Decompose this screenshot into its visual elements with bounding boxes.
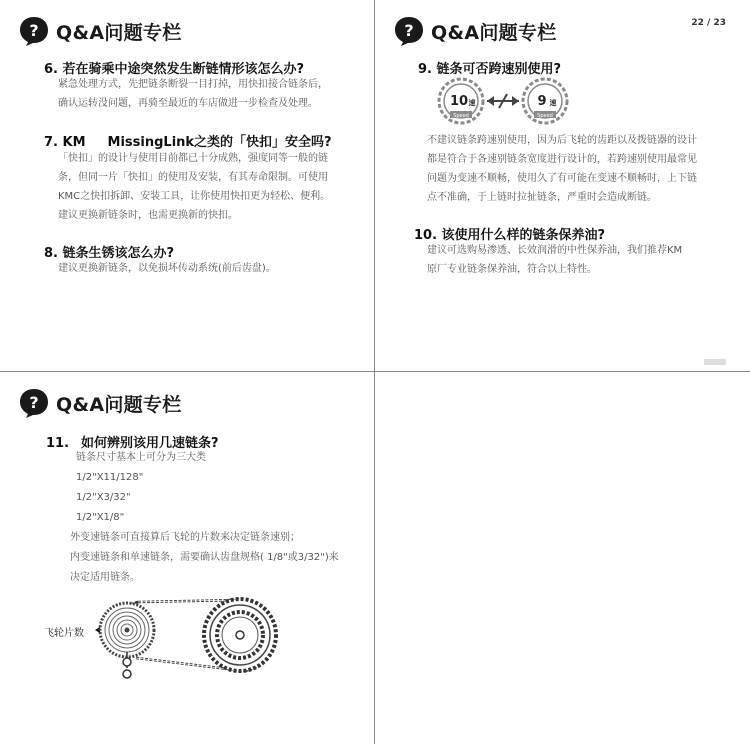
- answer-line: 建议更换新链条时，也需更换新的快扣。: [58, 210, 238, 221]
- question-bubble-icon: [393, 15, 425, 47]
- answer-10: [427, 241, 682, 279]
- sprocket-count-label: 飞轮片数: [44, 628, 84, 639]
- answer-line: 1/2"X11/128": [76, 472, 144, 483]
- section-header: [18, 386, 182, 420]
- gear-badge-10-speed: [439, 79, 483, 123]
- question-9-title: 9. 链条可否跨速别使用?: [418, 62, 562, 77]
- question-7-prefix: 7. KM: [44, 135, 86, 150]
- answer-line: 建议更换新链条，以免损坏传动系统(前后齿盘)。: [58, 263, 276, 274]
- answer-line: 内变速链条和单速链条，需要确认齿盘规格( 1/8"或3/32")来: [70, 552, 339, 563]
- badge-right-number: 9: [537, 94, 547, 109]
- answer-line: 点不准确，于上链时拉扯链条，严重时会造成断链。: [427, 192, 657, 203]
- answer-line: 确认运转没问题，再骑至最近的车店做进一步检查及处理。: [58, 98, 318, 109]
- answer-line: 1/2"X3/32": [76, 492, 131, 503]
- question-bubble-icon: [18, 387, 50, 419]
- gear-badge-9-speed: [523, 79, 567, 123]
- page-panel-3: [0, 372, 375, 744]
- question-11-text: 如何辨别该用几速链条?: [81, 436, 219, 451]
- svg-text:?: ?: [29, 21, 39, 40]
- page-number: 22 / 23: [691, 18, 726, 28]
- question-8-title: 8. 链条生锈该怎么办?: [44, 246, 175, 261]
- question-11-number: 11.: [46, 436, 70, 451]
- answer-line: 条，但同一片「快扣」的使用及安装，有其寿命限制。可使用: [58, 172, 328, 183]
- badge-left-unit: 速: [468, 99, 476, 107]
- answer-9: [427, 131, 697, 207]
- answer-11-sizes: [76, 448, 206, 528]
- answer-line: 问题为变速不顺畅，使用久了有可能在变速不顺畅时，上下链: [427, 173, 697, 184]
- question-10-title: 10. 该使用什么样的链条保养油?: [414, 228, 606, 243]
- blank-panel: [375, 372, 750, 744]
- answer-line: 都是符合于各速别链条宽度进行设计的，若跨速别使用最常见: [427, 154, 697, 165]
- question-6-title: 6. 若在骑乘中途突然发生断链情形该怎么办?: [44, 62, 305, 77]
- page-panel-2: [375, 0, 750, 372]
- header-title: Q&A问题专栏: [56, 21, 182, 44]
- svg-text:?: ?: [404, 21, 414, 40]
- corner-decoration: [704, 359, 726, 365]
- question-bubble-icon: [18, 15, 50, 47]
- question-7-rest: MissingLink之类的「快扣」安全吗?: [107, 135, 332, 150]
- answer-8: [58, 259, 276, 278]
- badge-right-unit: 速: [549, 99, 557, 107]
- answer-line: 1/2"X1/8": [76, 512, 125, 523]
- answer-line: KMC之快扣拆卸、安装工具，让你使用快扣更为轻松、便利。: [58, 191, 331, 202]
- answer-line: 不建议链条跨速别使用，因为后飞轮的齿距以及拨链器的设计: [427, 135, 697, 146]
- answer-line: 链条尺寸基本上可分为三大类: [76, 452, 206, 463]
- answer-line: 紧急处理方式，先把链条断裂一目打掉，用快扣接合链条后，: [58, 79, 328, 90]
- answer-11-notes: [70, 528, 339, 588]
- answer-line: 外变速链条可直接算后飞轮的片数来决定链条速别；: [70, 532, 300, 543]
- swap-arrows-icon: [487, 94, 519, 108]
- answer-line: 决定适用链条。: [70, 572, 140, 583]
- answer-line: 「快扣」的设计与使用目前都已十分成熟，强度同等一般的链: [58, 153, 328, 164]
- header-title: Q&A问题专栏: [431, 21, 557, 44]
- front-chainring: [204, 599, 276, 671]
- speed-compare-graphic: [437, 77, 569, 127]
- badge-left-sub: Speed: [453, 113, 469, 119]
- svg-text:?: ?: [29, 393, 39, 412]
- answer-line: 原厂专业链条保养油，符合以上特性。: [427, 264, 597, 275]
- page-panel-1: [0, 0, 375, 372]
- answer-line: 建议可选购易渗透、长效润滑的中性保养油，我们推荐KM: [427, 245, 683, 256]
- header-title: Q&A问题专栏: [56, 393, 182, 416]
- section-header: [393, 14, 557, 48]
- answer-6: [58, 75, 328, 113]
- section-header: [18, 14, 182, 48]
- badge-left-number: 10: [449, 94, 469, 109]
- drivetrain-diagram: [40, 592, 300, 692]
- badge-right-sub: Speed: [537, 113, 553, 119]
- answer-7: [58, 149, 330, 225]
- question-7-title: [44, 131, 332, 150]
- rear-cassette: [100, 603, 154, 657]
